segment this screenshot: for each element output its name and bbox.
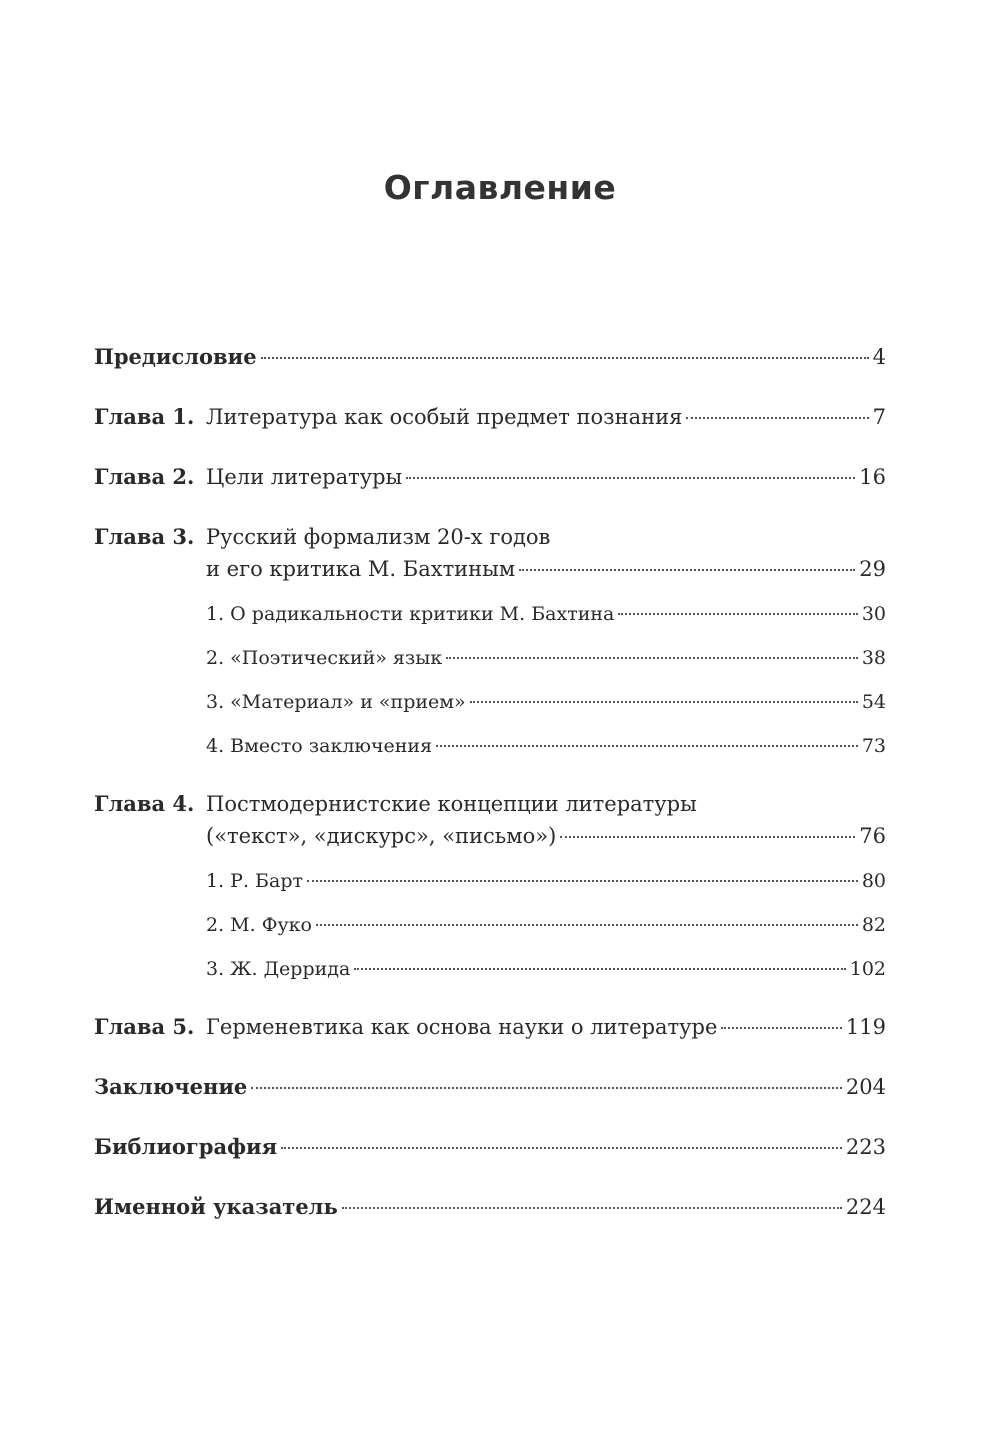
toc-page-number: 30: [861, 603, 886, 625]
dot-leader: [354, 968, 845, 970]
chapter-label: Глава 3.: [94, 524, 195, 549]
toc-subentry[interactable]: [206, 953, 886, 985]
toc-entry-title: Цели литературы: [206, 465, 403, 489]
toc-subentry-title: 1. О радикальности критики М. Бахтина: [206, 603, 615, 625]
chapter-label: Глава 2.: [94, 464, 195, 489]
toc-entry-title: Предисловие: [94, 344, 257, 369]
toc-entry-title: Герменевтика как основа науки о литературе: [206, 1015, 718, 1039]
toc-subentry-title: 1. Р. Барт: [206, 870, 303, 892]
dot-leader: [618, 613, 857, 615]
dot-leader: [446, 657, 858, 659]
toc-entry-preface[interactable]: [94, 341, 886, 373]
toc-page-number: 29: [859, 557, 886, 581]
chapter-label: Глава 5.: [94, 1014, 195, 1039]
toc-page-number: 73: [861, 735, 886, 757]
dot-leader: [519, 569, 855, 571]
toc-page-number: 82: [861, 914, 886, 936]
toc-page-number: 224: [845, 1195, 886, 1219]
dot-leader: [261, 357, 869, 359]
toc-subentry[interactable]: [206, 865, 886, 897]
toc-entry-index[interactable]: [94, 1191, 886, 1223]
page-title: Оглавление: [383, 168, 617, 207]
toc-entry-chapter-2[interactable]: [94, 461, 886, 493]
toc-page-number: 4: [872, 345, 886, 369]
dot-leader: [470, 701, 858, 703]
toc-entry-chapter-5[interactable]: [94, 1011, 886, 1043]
toc-page-number: 80: [861, 870, 886, 892]
dot-leader: [281, 1147, 842, 1149]
chapter-label: Глава 1.: [94, 404, 195, 429]
dot-leader: [406, 477, 855, 479]
dot-leader: [316, 924, 858, 926]
dot-leader: [307, 880, 858, 882]
toc-entry-chapter-3[interactable]: [206, 553, 886, 585]
toc-subentry-title: 2. М. Фуко: [206, 914, 312, 936]
toc-subentry[interactable]: [206, 730, 886, 762]
chapter-label: Глава 4.: [94, 791, 195, 816]
toc-page-number: 204: [845, 1075, 886, 1099]
toc-subentry-title: 2. «Поэтический» язык: [206, 647, 443, 669]
toc-entry-title: Именной указатель: [94, 1194, 338, 1219]
toc-entry-title: Литература как особый предмет познания: [206, 405, 683, 429]
toc-page-number: 76: [859, 824, 886, 848]
toc-page-number: 16: [859, 465, 886, 489]
dot-leader: [560, 836, 855, 838]
dot-leader: [686, 417, 868, 419]
toc-page-number: 223: [845, 1135, 886, 1159]
dot-leader: [251, 1087, 842, 1089]
toc-subentry[interactable]: [206, 598, 886, 630]
toc-page-number: 119: [845, 1015, 886, 1039]
toc-page-number: 7: [872, 405, 886, 429]
toc-entry-title: Библиография: [94, 1134, 278, 1159]
toc-subentry[interactable]: [206, 909, 886, 941]
toc-entry-chapter-4[interactable]: [206, 820, 886, 852]
toc-page-number: 54: [861, 691, 886, 713]
toc-entry-conclusion[interactable]: [94, 1071, 886, 1103]
toc-entry-bibliography[interactable]: [94, 1131, 886, 1163]
toc-entry-chapter-1[interactable]: [94, 401, 886, 433]
toc-subentry[interactable]: [206, 686, 886, 718]
toc-entry-title-line-2: и его критика М. Бахтиным: [206, 557, 516, 581]
toc-subentry-title: 3. «Материал» и «прием»: [206, 691, 466, 713]
toc-entry-title-line-2: («текст», «дискурс», «письмо»): [206, 824, 557, 848]
toc-entry-title-line-1[interactable]: Русский формализм 20-х годов: [206, 525, 551, 549]
toc-subentry-title: 3. Ж. Деррида: [206, 958, 351, 980]
dot-leader: [342, 1207, 842, 1209]
toc-subentry-title: 4. Вместо заключения: [206, 735, 433, 757]
toc-page-number: 102: [849, 958, 886, 980]
toc-entry-title: Заключение: [94, 1074, 248, 1099]
dot-leader: [436, 745, 858, 747]
toc-subentry[interactable]: [206, 642, 886, 674]
toc-entry-title-line-1[interactable]: Постмодернистские концепции литературы: [206, 792, 697, 816]
dot-leader: [721, 1027, 842, 1029]
toc-page-number: 38: [861, 647, 886, 669]
